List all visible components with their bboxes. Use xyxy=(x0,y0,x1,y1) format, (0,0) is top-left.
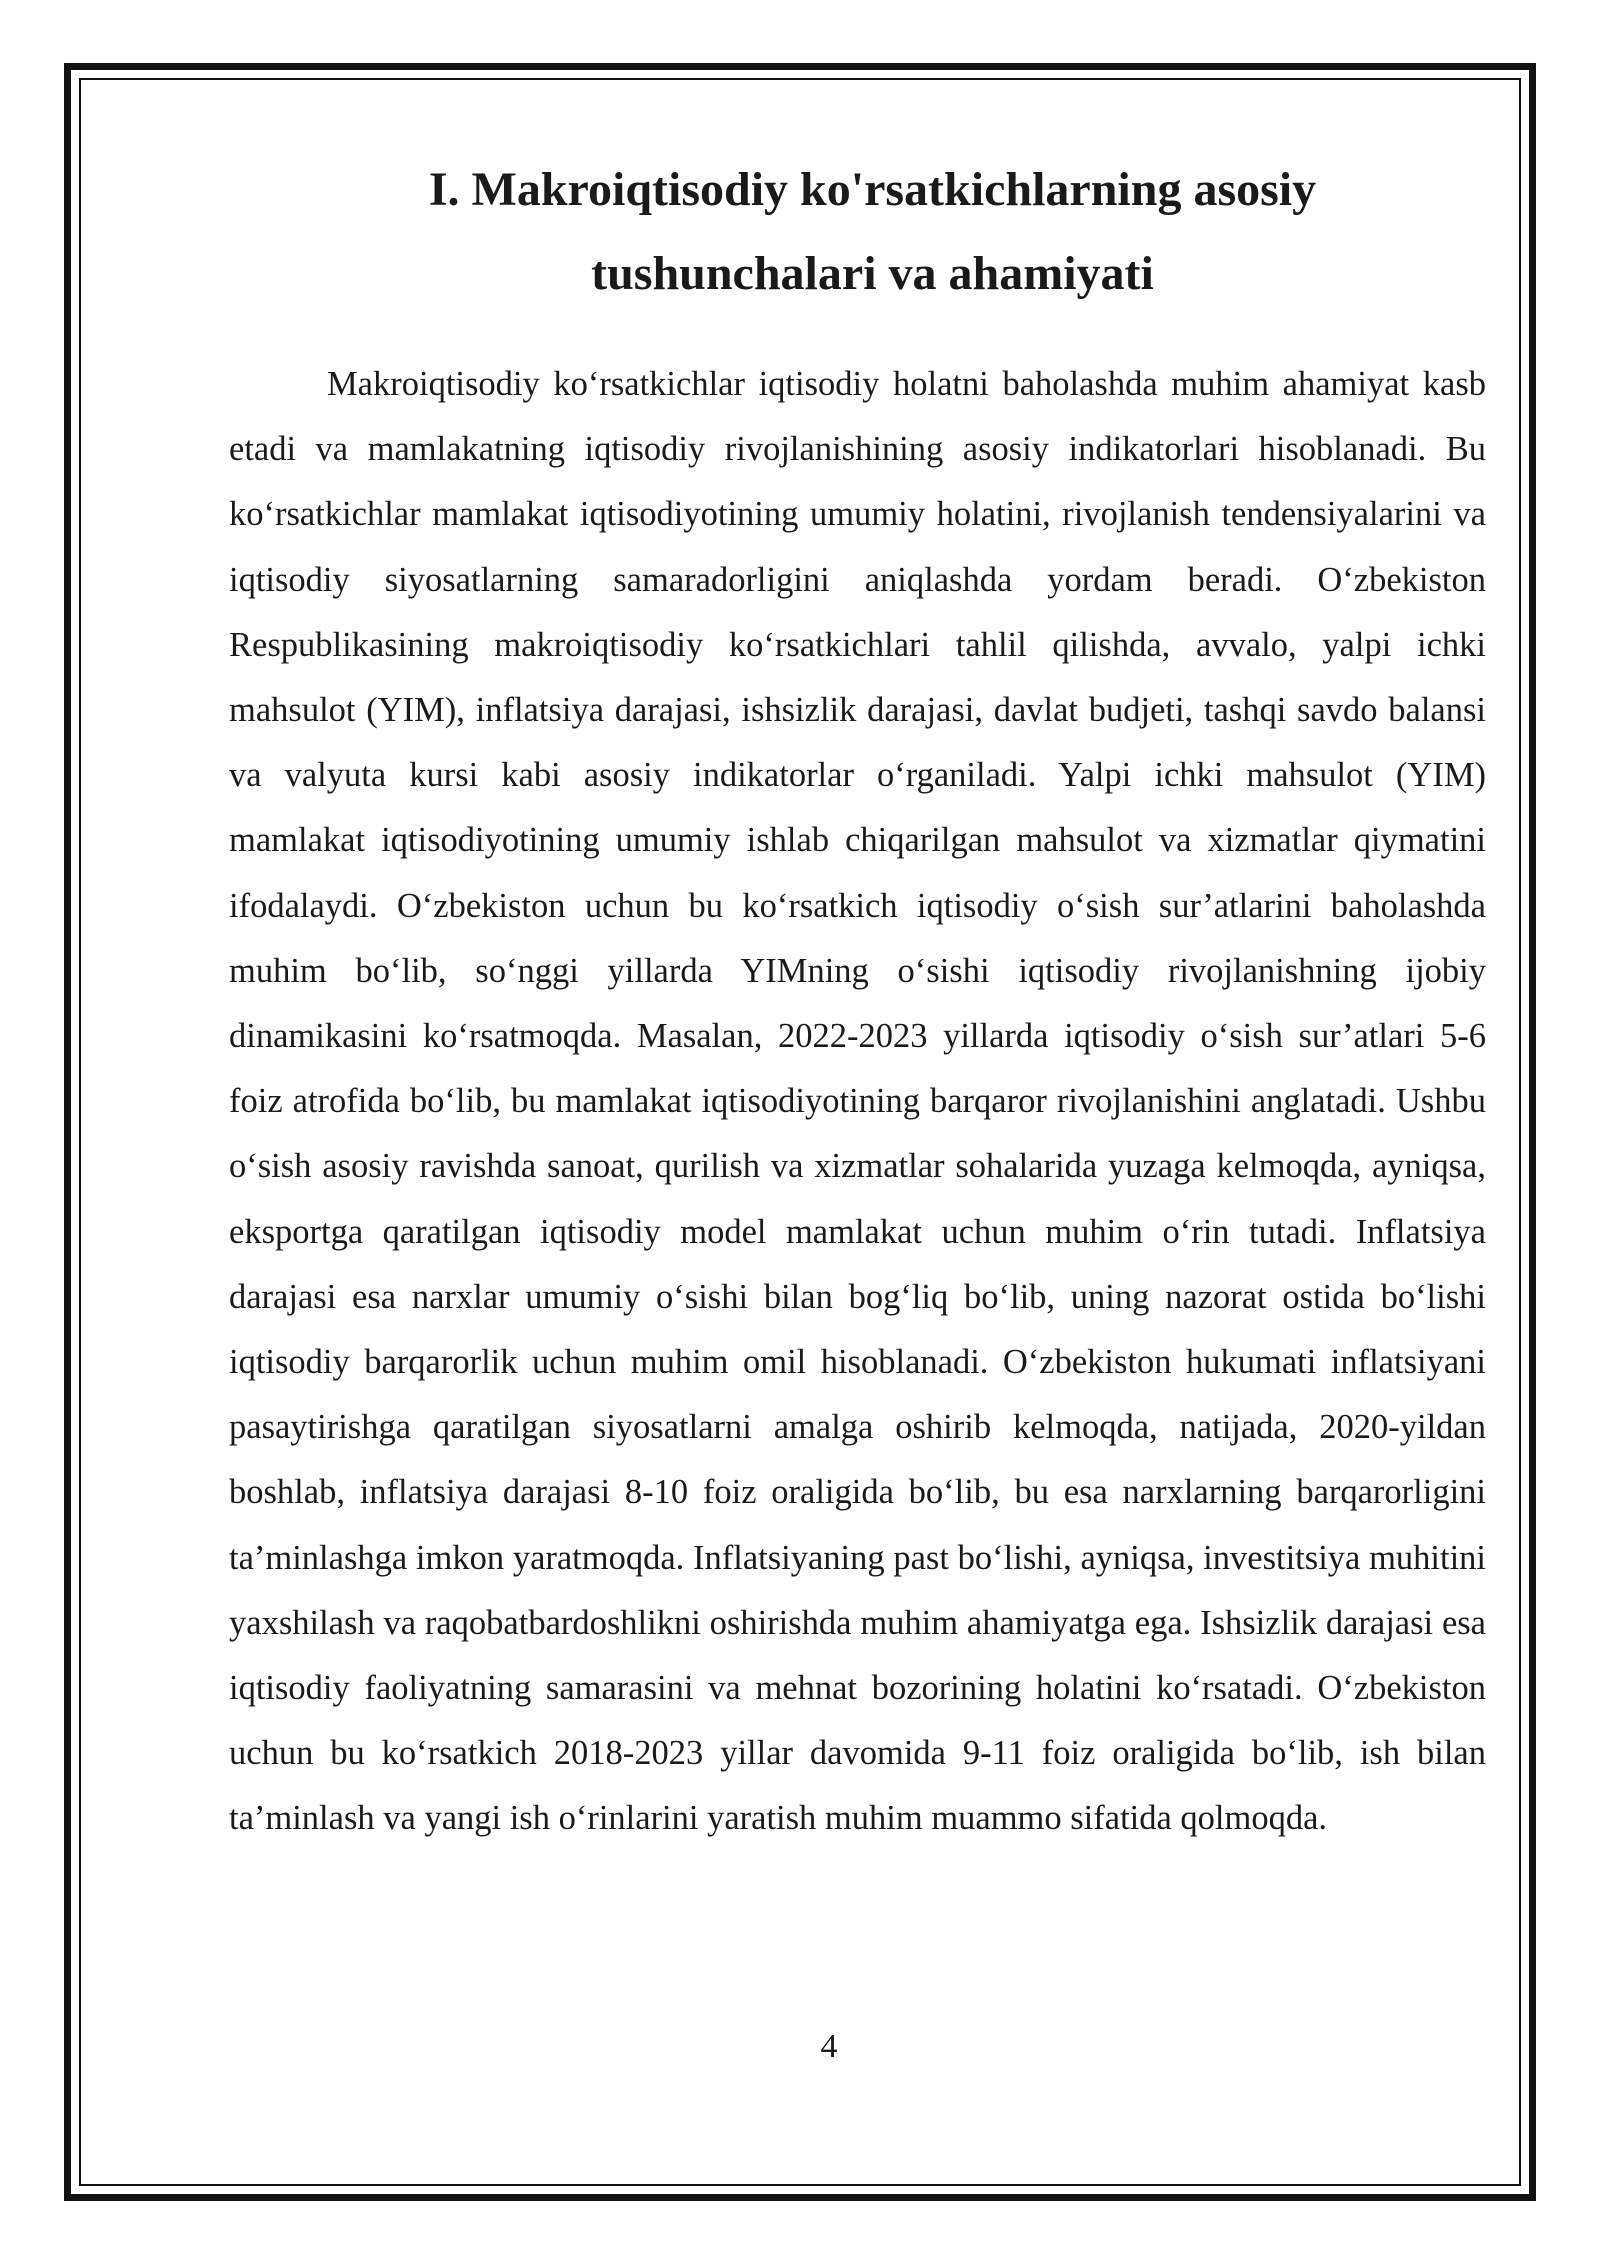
section-title xyxy=(229,148,1486,316)
page-number: 4 xyxy=(820,2028,838,2065)
body-paragraph: Makroiqtisodiy koʻrsatkichlar iqtisodiy holatni baholashda muhim ahamiyat kasb etadi va mamlakatning iqtisodiy rivojlanishining asosiy indikatorlari hisoblanadi. Bu koʻrsatkichlar mamlakat iqtisodiyotining umumiy holatini, rivojlanish tendensiyalarini va iqtisodiy siyosatlarning samaradorligini aniqlashda yordam beradi. Oʻzbekiston Respublikasining makroiqtisodiy koʻrsatkichlari tahlil qilishda, avvalo, yalpi ichki mahsulot (YIM), inflatsiya darajasi, ishsizlik darajasi, davlat budjeti, tashqi savdo balansi va valyuta kursi kabi asosiy indikatorlar oʻrganiladi. Yalpi ichki mahsulot (YIM) mamlakat iqtisodiyotining umumiy ishlab chiqarilgan mahsulot va xizmatlar qiymatini ifodalaydi. Oʻzbekiston uchun bu koʻrsatkich iqtisodiy oʻsish sur’atlarini baholashda muhim boʻlib, soʻnggi yillarda YIMning oʻsishi iqtisodiy rivojlanishning ijobiy dinamikasini koʻrsatmoqda. Masalan, 2022-2023 yillarda iqtisodiy oʻsish sur’atlari 5-6 foiz atrofida boʻlib, bu mamlakat iqtisodiyotining barqaror rivojlanishini anglatadi. Ushbu oʻsish asosiy ravishda sanoat, qurilish va xizmatlar sohalarida yuzaga kelmoqda, ayniqsa, eksportga qaratilgan iqtisodiy model mamlakat uchun muhim oʻrin tutadi. Inflatsiya darajasi esa narxlar umumiy oʻsishi bilan bogʻliq boʻlib, uning nazorat ostida boʻlishi iqtisodiy barqarorlik uchun muhim omil hisoblanadi. Oʻzbekiston hukumati inflatsiyani pasaytirishga qaratilgan siyosatlarni amalga oshirib kelmoqda, natijada, 2020-yildan boshlab, inflatsiya darajasi 8-10 foiz oraligida boʻlib, bu esa narxlarning barqarorligini ta’minlashga imkon yaratmoqda. Inflatsiyaning past boʻlishi, ayniqsa, investitsiya muhitini yaxshilash va raqobatbardoshlikni oshirishda muhim ahamiyatga ega. Ishsizlik darajasi esa iqtisodiy faoliyatning samarasini va mehnat bozorining holatini koʻrsatadi. Oʻzbekiston uchun bu koʻrsatkich 2018-2023 yillar davomida 9-11 foiz oraligida boʻlib, ish bilan ta’minlash va yangi ish oʻrinlarini yaratish muhim muammo sifatida qolmoqda. xyxy=(229,365,1486,1838)
section-title-line-2: tushunchalari va ahamiyati xyxy=(591,247,1154,300)
page-content xyxy=(229,148,1486,1852)
section-title-line-1: I. Makroiqtisodiy ko'rsatkichlarning asosiy xyxy=(428,163,1317,216)
